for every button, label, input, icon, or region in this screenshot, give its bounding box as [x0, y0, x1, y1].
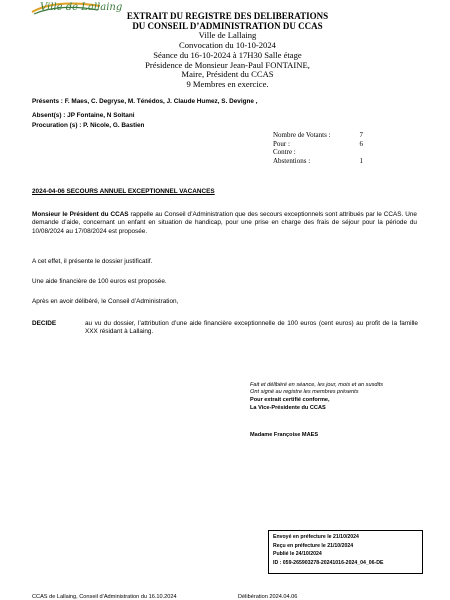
vote-label: Pour : [273, 139, 290, 148]
vote-row-against [273, 148, 363, 157]
paragraph-4: Après en avoir délibéré, le Conseil d’Administration, [32, 298, 179, 305]
document-header [95, 12, 360, 90]
vote-row-for [273, 140, 363, 149]
deliberation-subject: 2024-04-06 SECOURS ANNUEL EXCEPTIONNEL VACANCES [32, 188, 215, 195]
header-line: Ville de Lallaing [198, 30, 257, 41]
header-line: Présidence de Monsieur Jean-Paul FONTAINE, [145, 59, 310, 70]
header-line: Convocation du 10-10-2024 [179, 40, 276, 51]
votes-table [273, 131, 363, 165]
stamp-line: Publié le 24/10/2024 [273, 551, 322, 558]
signature-line-2: Ont signé au registre les membres présents [250, 389, 359, 395]
decide-text: au vu du dossier, l’attribution d’une aide financière exceptionnelle de 100 euros (cent euros) au profit de la famille XXX résidant à Lallaing. [85, 320, 418, 336]
vote-row-abstentions [273, 157, 363, 166]
vote-value: 7 [359, 131, 363, 139]
attendance-proxy [32, 122, 144, 130]
header-line: 9 Membres en exercice. [186, 78, 269, 89]
absent-label: Absent(s) : [32, 112, 66, 119]
vote-label: Abstentions : [273, 156, 311, 165]
proxy-names: P. Nicole, G. Bastien [83, 122, 145, 129]
header-title-1: EXTRAIT DU REGISTRE DES DELIBERATIONS [126, 11, 329, 21]
paragraph-3: Une aide financière de 100 euros est proposée. [32, 278, 167, 285]
header-line: Maire, Président du CCAS [181, 69, 274, 80]
header-title-2: DU CONSEIL D’ADMINISTRATION DU CCAS [132, 20, 323, 31]
prefecture-stamp [268, 530, 423, 574]
vote-value: 1 [359, 156, 363, 165]
signature-line-1: Fait et délibéré en séance, les jour, mois et an susdits [250, 382, 384, 388]
logo-text: Ville de Lallaing [40, 2, 123, 13]
vote-label: Contre : [273, 148, 296, 157]
proxy-label: Procuration (s) : [32, 122, 82, 129]
footer-left: CCAS de Lallaing, Conseil d’Administration du 16.10.2024 [32, 594, 177, 600]
paragraph-2: A cet effet, il présente le dossier justificatif. [32, 258, 153, 265]
present-label: Présents : [32, 98, 63, 105]
decide-label: DECIDE [32, 320, 57, 327]
signatory-name: Madame Françoise MAES [250, 432, 319, 438]
intro-paragraph [32, 211, 417, 236]
stamp-line: Reçu en préfecture le 21/10/2024 [273, 542, 354, 549]
intro-bold: Monsieur le Président du CCAS [32, 211, 129, 218]
signature-line-3: Pour extrait certifié conforme, [250, 397, 330, 403]
signature-line-4: La Vice-Présidente du CCAS [250, 405, 326, 411]
vote-row-voters [273, 131, 363, 140]
present-names: F. Maes, C. Degryse, M. Ténédos, J. Claude Humez, S. Devigne , [64, 98, 258, 105]
attendance-present [32, 98, 258, 106]
stamp-line: Envoyé en préfecture le 21/10/2024 [273, 534, 359, 540]
header-line: Séance du 16-10-2024 à 17H30 Salle étage [153, 49, 302, 60]
footer-right: Délibération 2024.04.06 [238, 594, 298, 600]
stamp-line: ID : 059-265903278-20241016-2024_04_06-DE [273, 559, 384, 566]
attendance-absent [32, 112, 135, 120]
vote-value: 6 [359, 139, 363, 148]
vote-label: Nombre de Votants : [273, 131, 331, 139]
city-logo [30, 0, 123, 16]
absent-names: JP Fontaine, N Soltani [67, 112, 135, 119]
intro-text: rappelle au Conseil d’Administration que des secours exceptionnels sont attribués par le CCAS. Une demande d’aide, concernant un enfant en situation de handicap, pour une prise en charge des frais de séjour pour la période du 10/08/2024 au 17/08/2024 est proposée. [32, 211, 417, 235]
